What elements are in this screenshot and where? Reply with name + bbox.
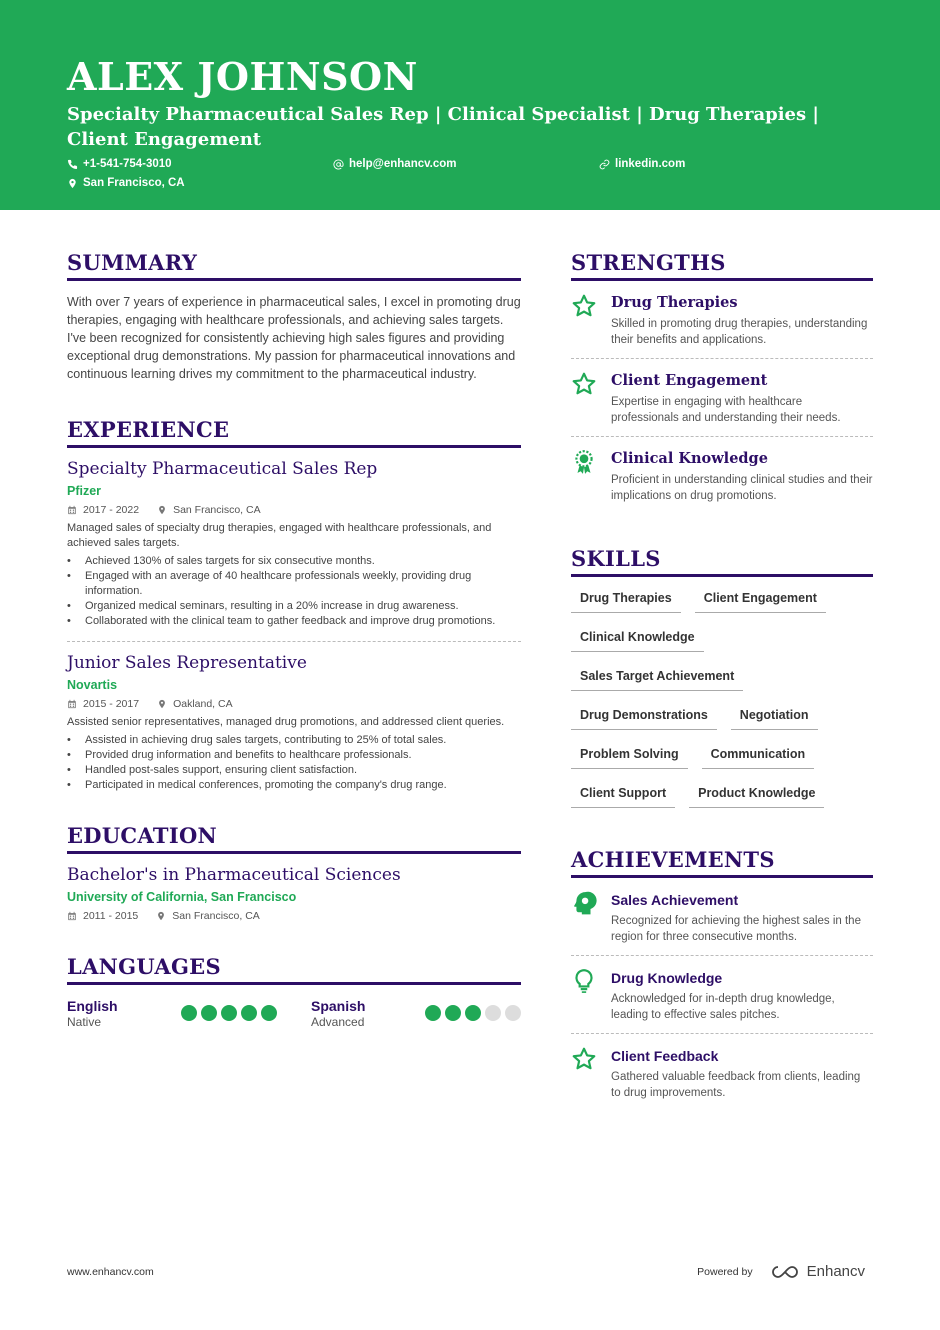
skills-heading: SKILLS (571, 546, 873, 577)
job-location-text: Oakland, CA (173, 698, 233, 710)
summary-heading: SUMMARY (67, 250, 521, 281)
degree-title: Bachelor's in Pharmaceutical Sciences (67, 865, 401, 885)
entry-divider (67, 641, 521, 642)
education-dates-text: 2011 - 2015 (83, 910, 139, 922)
achievement-description: Acknowledged for in-depth drug knowledge, leading to effective sales pitches. (611, 993, 835, 1021)
rating-dot-filled (201, 1005, 217, 1021)
job-bullet: • Achieved 130% of sales targets for six consecutive months. (67, 554, 521, 569)
education-location-text: San Francisco, CA (172, 910, 260, 922)
job-location (157, 504, 261, 516)
job-meta (67, 698, 521, 710)
location-pin-icon (67, 178, 78, 189)
star-icon (571, 371, 597, 397)
contact-linkedin[interactable] (599, 158, 685, 170)
rating-dot-filled (181, 1005, 197, 1021)
star-icon (571, 1046, 597, 1072)
calendar-icon (67, 699, 77, 709)
resume-header (0, 0, 940, 210)
job-bullets (67, 554, 521, 629)
strength-item (571, 281, 873, 359)
strength-description: Skilled in promoting drug therapies, understanding their benefits and applications. (611, 318, 868, 346)
achievement-title: Client Feedback (611, 1048, 719, 1064)
job-dates (67, 698, 139, 710)
achievement-item (571, 878, 873, 956)
language-level: Native (67, 1015, 102, 1029)
job-bullet: • Organized medical seminars, resulting in a 20% increase in drug awareness. (67, 599, 521, 614)
achievement-item (571, 956, 873, 1034)
rating-dot-empty (485, 1005, 501, 1021)
achievement-title: Sales Achievement (611, 892, 739, 908)
company-name: Pfizer (67, 484, 102, 498)
job-title: Junior Sales Representative (67, 653, 307, 673)
summary-section (67, 250, 521, 383)
skill-tag: Sales Target Achievement (571, 661, 743, 691)
calendar-icon (67, 911, 77, 921)
job-description: Assisted senior representatives, managed drug promotions, and addressed client queries. (67, 716, 505, 728)
contact-email[interactable] (333, 158, 457, 170)
achievements-section (571, 847, 873, 1111)
experience-entry (67, 458, 521, 642)
location-text: San Francisco, CA (83, 177, 185, 189)
job-dates-text: 2017 - 2022 (83, 504, 140, 516)
rating-dot-filled (221, 1005, 237, 1021)
job-bullet: • Engaged with an average of 40 healthcare professionals weekly, providing drug information. (67, 569, 521, 599)
job-meta (67, 504, 521, 516)
head-idea-icon (571, 890, 597, 916)
powered-by-label: Powered by (697, 1265, 753, 1278)
language-rating (181, 1005, 277, 1021)
skill-tag: Negotiation (731, 700, 818, 730)
skill-tag: Client Engagement (695, 583, 826, 613)
achievements-heading: ACHIEVEMENTS (571, 847, 873, 878)
job-title: Specialty Pharmaceutical Sales Rep (67, 459, 378, 479)
linkedin-url: linkedin.com (615, 158, 686, 170)
language-level: Advanced (311, 1015, 365, 1029)
education-location (156, 910, 260, 922)
experience-entry (67, 652, 521, 793)
contact-phone[interactable] (67, 158, 172, 170)
job-bullet: • Provided drug information and benefits to healthcare professionals. (67, 748, 521, 763)
strengths-heading: STRENGTHS (571, 250, 873, 281)
job-location-text: San Francisco, CA (173, 504, 261, 516)
skill-tag: Client Support (571, 778, 675, 808)
skill-tag: Product Knowledge (689, 778, 824, 808)
rating-dot-filled (261, 1005, 277, 1021)
location-pin-icon (156, 911, 166, 921)
experience-heading: EXPERIENCE (67, 417, 521, 448)
skill-tag: Problem Solving (571, 739, 688, 769)
experience-section (67, 417, 521, 793)
language-name: English (67, 998, 118, 1014)
strength-title: Client Engagement (611, 372, 768, 389)
job-bullet: • Handled post-sales support, ensuring client satisfaction. (67, 763, 521, 778)
language-item (67, 997, 311, 1030)
award-ribbon-icon (571, 449, 597, 475)
strength-title: Clinical Knowledge (611, 450, 768, 467)
skill-tag: Drug Demonstrations (571, 700, 717, 730)
skill-tag: Drug Therapies (571, 583, 681, 613)
lightbulb-icon (571, 968, 597, 994)
strength-item (571, 359, 873, 437)
link-icon (599, 159, 610, 170)
location-pin-icon (157, 699, 167, 709)
at-sign-icon (333, 159, 344, 170)
job-dates (67, 504, 139, 516)
job-bullets (67, 733, 521, 793)
education-heading: EDUCATION (67, 823, 521, 854)
strength-title: Drug Therapies (611, 294, 738, 311)
language-name: Spanish (311, 998, 366, 1014)
candidate-headline: Specialty Pharmaceutical Sales Rep | Clinical Specialist | Drug Therapies | Client Engagement (67, 104, 819, 150)
strengths-section (571, 250, 873, 514)
contact-info (67, 158, 873, 198)
summary-text: With over 7 years of experience in pharmaceutical sales, I excel in promoting drug therapies, engaging with healthcare professionals, and achieving sales targets. I've been recognized for consistently achieving high sales figures and providing exceptional drug demonstrations. My passion for pharmaceutical innovations and continuous learning drives my commitment to the pharmaceutical industry. (67, 295, 521, 381)
star-icon (571, 293, 597, 319)
language-item (311, 997, 521, 1030)
language-rating (425, 1005, 521, 1021)
school-name: University of California, San Francisco (67, 890, 297, 904)
education-dates (67, 910, 138, 922)
company-name: Novartis (67, 678, 118, 692)
phone-number: +1-541-754-3010 (83, 158, 172, 170)
rating-dot-filled (465, 1005, 481, 1021)
right-column (571, 250, 873, 1111)
brand-name: Enhancv (806, 1263, 865, 1280)
powered-by (697, 1263, 865, 1280)
rating-dot-empty (505, 1005, 521, 1021)
rating-dot-filled (241, 1005, 257, 1021)
languages-section (67, 954, 521, 1030)
strength-description: Proficient in understanding clinical studies and their implications on drug promotions. (611, 474, 873, 502)
strength-description: Expertise in engaging with healthcare professionals and understanding their needs. (611, 396, 841, 424)
candidate-name: ALEX JOHNSON (67, 54, 418, 99)
job-location (157, 698, 233, 710)
enhancv-logo-icon (769, 1264, 801, 1280)
achievement-title: Drug Knowledge (611, 970, 723, 986)
job-dates-text: 2015 - 2017 (83, 698, 140, 710)
skill-tag: Clinical Knowledge (571, 622, 704, 652)
location-pin-icon (157, 505, 167, 515)
job-bullet: • Participated in medical conferences, promoting the company's drug range. (67, 778, 521, 793)
skills-section (571, 546, 873, 817)
footer-website-link[interactable]: www.enhancv.com (67, 1265, 154, 1278)
phone-icon (67, 159, 78, 170)
page-footer (67, 1263, 865, 1280)
brand-logo[interactable] (769, 1263, 865, 1280)
job-bullet: • Collaborated with the clinical team to gather feedback and improve drug promotions. (67, 614, 521, 629)
rating-dot-filled (425, 1005, 441, 1021)
skills-list (571, 583, 873, 817)
rating-dot-filled (445, 1005, 461, 1021)
education-meta (67, 910, 521, 922)
achievement-description: Recognized for achieving the highest sales in the region for three consecutive months. (611, 915, 861, 943)
languages-heading: LANGUAGES (67, 954, 521, 985)
languages-list (67, 997, 521, 1030)
left-column (67, 250, 521, 1030)
education-section (67, 823, 521, 922)
calendar-icon (67, 505, 77, 515)
contact-location (67, 177, 185, 189)
achievement-description: Gathered valuable feedback from clients, leading to drug improvements. (611, 1071, 861, 1099)
job-description: Managed sales of specialty drug therapies, engaged with healthcare professionals, and achieved sales targets. (67, 522, 492, 549)
skill-tag: Communication (702, 739, 814, 769)
strength-item (571, 437, 873, 514)
email-address: help@enhancv.com (349, 158, 457, 170)
job-bullet: • Assisted in achieving drug sales targets, contributing to 25% of total sales. (67, 733, 521, 748)
achievement-item (571, 1034, 873, 1111)
